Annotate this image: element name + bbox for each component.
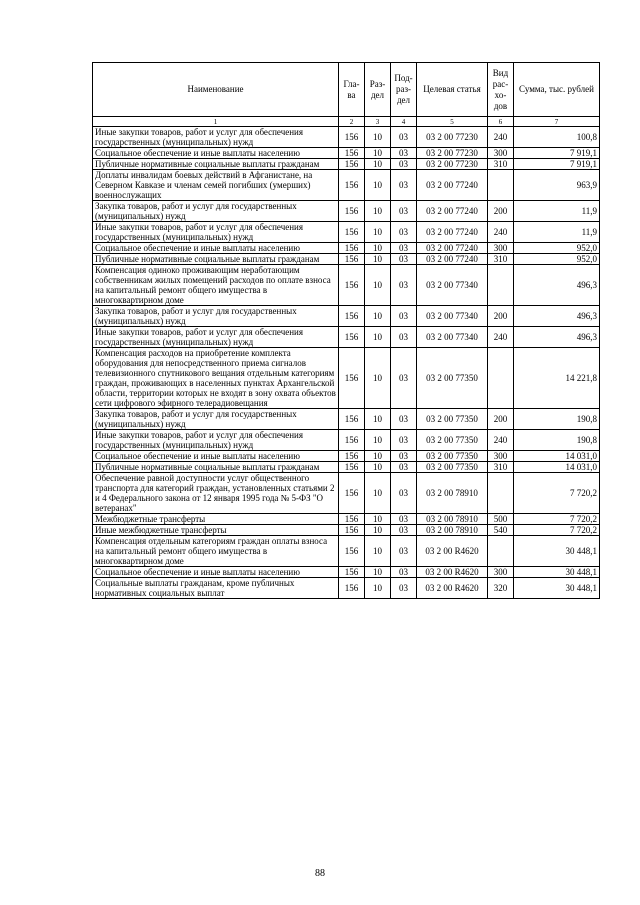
row-summa-cell: 14 031,0 — [514, 451, 600, 462]
row-glava-cell: 156 — [339, 473, 365, 514]
table-row — [93, 536, 600, 567]
row-glava-cell: 156 — [339, 243, 365, 254]
row-statya-cell: 03 2 00 77340 — [417, 306, 488, 327]
row-podrazdel-cell: 03 — [391, 430, 417, 451]
row-glava-cell: 156 — [339, 536, 365, 567]
row-name-cell: Закупка товаров, работ и услуг для государственных (муниципальных) нужд — [93, 306, 339, 327]
table-row — [93, 451, 600, 462]
row-name-cell: Обеспечение равной доступности услуг общественного транспорта для категорий граждан, установленных статьями 2 и 4 Федерального закона от 12 января 1995 года № 5-ФЗ "О ветеранах" — [93, 473, 339, 514]
table-row — [93, 243, 600, 254]
row-vid-cell — [488, 536, 514, 567]
row-name-cell: Компенсация расходов на приобретение комплекта оборудования для непосредственного приема сигналов телевизионного спутникового вещания отдельным категориям граждан, проживающих в населенных пунктах Архангельской области, территории которых не входят в зону охвата объектов сети цифрового эфирного телерадиовещания — [93, 348, 339, 409]
table-row — [93, 567, 600, 578]
row-razdel-cell: 10 — [365, 222, 391, 243]
row-glava-cell: 156 — [339, 265, 365, 306]
row-name-cell: Социальные выплаты гражданам, кроме публичных нормативных социальных выплат — [93, 578, 339, 599]
row-razdel-cell: 10 — [365, 409, 391, 430]
row-glava-cell: 156 — [339, 127, 365, 148]
row-statya-cell: 03 2 00 78910 — [417, 525, 488, 536]
row-statya-cell: 03 2 00 77240 — [417, 243, 488, 254]
row-podrazdel-cell: 03 — [391, 578, 417, 599]
table-row — [93, 430, 600, 451]
row-statya-cell: 03 2 00 77350 — [417, 462, 488, 473]
row-summa-cell: 952,0 — [514, 243, 600, 254]
row-name-cell: Социальное обеспечение и иные выплаты населению — [93, 567, 339, 578]
table-row — [93, 170, 600, 201]
column-number: 6 — [488, 117, 514, 127]
row-glava-cell: 156 — [339, 462, 365, 473]
row-glava-cell: 156 — [339, 578, 365, 599]
row-summa-cell: 11,9 — [514, 201, 600, 222]
row-podrazdel-cell: 03 — [391, 222, 417, 243]
row-razdel-cell: 10 — [365, 348, 391, 409]
row-statya-cell: 03 2 00 77350 — [417, 430, 488, 451]
row-razdel-cell: 10 — [365, 514, 391, 525]
column-number: 1 — [93, 117, 339, 127]
row-statya-cell: 03 2 00 77230 — [417, 148, 488, 159]
table-row — [93, 462, 600, 473]
row-name-cell: Публичные нормативные социальные выплаты гражданам — [93, 159, 339, 170]
row-glava-cell: 156 — [339, 409, 365, 430]
row-name-cell: Компенсация отдельным категориям граждан оплаты взноса на капитальный ремонт общего имущества в многоквартирном доме — [93, 536, 339, 567]
row-vid-cell: 200 — [488, 201, 514, 222]
row-razdel-cell: 10 — [365, 430, 391, 451]
row-statya-cell: 03 2 00 R4620 — [417, 578, 488, 599]
row-summa-cell: 11,9 — [514, 222, 600, 243]
row-podrazdel-cell: 03 — [391, 473, 417, 514]
row-podrazdel-cell: 03 — [391, 148, 417, 159]
table-row — [93, 514, 600, 525]
table-row — [93, 348, 600, 409]
header-glava: Гла-ва — [339, 63, 365, 117]
row-summa-cell: 7 720,2 — [514, 525, 600, 536]
table-row — [93, 306, 600, 327]
row-podrazdel-cell: 03 — [391, 327, 417, 348]
row-podrazdel-cell: 03 — [391, 201, 417, 222]
header-vid: Вид рас-хо-дов — [488, 63, 514, 117]
row-vid-cell: 240 — [488, 127, 514, 148]
row-vid-cell: 310 — [488, 159, 514, 170]
row-razdel-cell: 10 — [365, 451, 391, 462]
table-row — [93, 327, 600, 348]
row-podrazdel-cell: 03 — [391, 567, 417, 578]
table-row — [93, 409, 600, 430]
row-glava-cell: 156 — [339, 348, 365, 409]
row-podrazdel-cell: 03 — [391, 536, 417, 567]
row-glava-cell: 156 — [339, 451, 365, 462]
row-glava-cell: 156 — [339, 306, 365, 327]
row-podrazdel-cell: 03 — [391, 254, 417, 265]
row-name-cell: Иные закупки товаров, работ и услуг для обеспечения государственных (муниципальных) нужд — [93, 222, 339, 243]
row-razdel-cell: 10 — [365, 243, 391, 254]
row-summa-cell: 952,0 — [514, 254, 600, 265]
table-row — [93, 265, 600, 306]
header-podrazdel: Под-раз-дел — [391, 63, 417, 117]
row-glava-cell: 156 — [339, 148, 365, 159]
row-name-cell: Доплаты инвалидам боевых действий в Афганистане, на Северном Кавказе и членам семей погибших (умерших) военнослужащих — [93, 170, 339, 201]
row-statya-cell: 03 2 00 77340 — [417, 265, 488, 306]
row-name-cell: Иные закупки товаров, работ и услуг для обеспечения государственных (муниципальных) нужд — [93, 430, 339, 451]
row-vid-cell: 500 — [488, 514, 514, 525]
row-vid-cell: 300 — [488, 243, 514, 254]
row-summa-cell: 14 221,8 — [514, 348, 600, 409]
row-name-cell: Иные межбюджетные трансферты — [93, 525, 339, 536]
row-vid-cell: 240 — [488, 222, 514, 243]
row-razdel-cell: 10 — [365, 462, 391, 473]
row-glava-cell: 156 — [339, 201, 365, 222]
row-vid-cell: 200 — [488, 306, 514, 327]
row-podrazdel-cell: 03 — [391, 525, 417, 536]
page-number: 88 — [315, 868, 325, 879]
header-summa: Сумма, тыс. рублей — [514, 63, 600, 117]
row-name-cell: Социальное обеспечение и иные выплаты населению — [93, 243, 339, 254]
row-name-cell: Публичные нормативные социальные выплаты гражданам — [93, 462, 339, 473]
row-podrazdel-cell: 03 — [391, 127, 417, 148]
row-podrazdel-cell: 03 — [391, 170, 417, 201]
row-vid-cell — [488, 170, 514, 201]
row-statya-cell: 03 2 00 77230 — [417, 127, 488, 148]
row-statya-cell: 03 2 00 77240 — [417, 170, 488, 201]
row-razdel-cell: 10 — [365, 327, 391, 348]
row-summa-cell: 100,8 — [514, 127, 600, 148]
table-row — [93, 148, 600, 159]
row-glava-cell: 156 — [339, 170, 365, 201]
table-body — [93, 127, 600, 599]
table-row — [93, 254, 600, 265]
row-summa-cell: 7 720,2 — [514, 514, 600, 525]
row-podrazdel-cell: 03 — [391, 306, 417, 327]
row-statya-cell: 03 2 00 77350 — [417, 409, 488, 430]
row-summa-cell: 30 448,1 — [514, 536, 600, 567]
row-razdel-cell: 10 — [365, 265, 391, 306]
row-vid-cell: 300 — [488, 451, 514, 462]
row-name-cell: Компенсация одиноко проживающим неработающим собственникам жилых помещений расходов по оплате взноса на капитальный ремонт общего имущества в многоквартирном доме — [93, 265, 339, 306]
row-vid-cell: 310 — [488, 462, 514, 473]
row-statya-cell: 03 2 00 R4620 — [417, 567, 488, 578]
row-razdel-cell: 10 — [365, 254, 391, 265]
row-statya-cell: 03 2 00 77240 — [417, 222, 488, 243]
row-razdel-cell: 10 — [365, 201, 391, 222]
header-razdel: Раз-дел — [365, 63, 391, 117]
row-razdel-cell: 10 — [365, 525, 391, 536]
row-name-cell: Публичные нормативные социальные выплаты гражданам — [93, 254, 339, 265]
row-razdel-cell: 10 — [365, 306, 391, 327]
row-name-cell: Закупка товаров, работ и услуг для государственных (муниципальных) нужд — [93, 201, 339, 222]
row-statya-cell: 03 2 00 77240 — [417, 254, 488, 265]
row-podrazdel-cell: 03 — [391, 514, 417, 525]
row-summa-cell: 30 448,1 — [514, 578, 600, 599]
row-name-cell: Закупка товаров, работ и услуг для государственных (муниципальных) нужд — [93, 409, 339, 430]
row-razdel-cell: 10 — [365, 159, 391, 170]
table-row — [93, 127, 600, 148]
row-name-cell: Социальное обеспечение и иные выплаты населению — [93, 148, 339, 159]
row-glava-cell: 156 — [339, 222, 365, 243]
row-statya-cell: 03 2 00 78910 — [417, 473, 488, 514]
budget-table — [92, 62, 600, 599]
row-razdel-cell: 10 — [365, 567, 391, 578]
row-vid-cell: 310 — [488, 254, 514, 265]
row-razdel-cell: 10 — [365, 148, 391, 159]
row-summa-cell: 7 919,1 — [514, 159, 600, 170]
row-glava-cell: 156 — [339, 430, 365, 451]
row-glava-cell: 156 — [339, 159, 365, 170]
column-number: 7 — [514, 117, 600, 127]
row-podrazdel-cell: 03 — [391, 265, 417, 306]
header-statya: Целевая статья — [417, 63, 488, 117]
table-row — [93, 525, 600, 536]
row-vid-cell — [488, 265, 514, 306]
row-statya-cell: 03 2 00 78910 — [417, 514, 488, 525]
row-glava-cell: 156 — [339, 514, 365, 525]
row-statya-cell: 03 2 00 77240 — [417, 201, 488, 222]
row-podrazdel-cell: 03 — [391, 462, 417, 473]
row-summa-cell: 496,3 — [514, 265, 600, 306]
column-number: 5 — [417, 117, 488, 127]
row-podrazdel-cell: 03 — [391, 451, 417, 462]
row-razdel-cell: 10 — [365, 127, 391, 148]
row-name-cell: Межбюджетные трансферты — [93, 514, 339, 525]
table-row — [93, 222, 600, 243]
row-podrazdel-cell: 03 — [391, 243, 417, 254]
row-podrazdel-cell: 03 — [391, 159, 417, 170]
table-row — [93, 201, 600, 222]
row-summa-cell: 496,3 — [514, 327, 600, 348]
table-row — [93, 159, 600, 170]
row-summa-cell: 190,8 — [514, 409, 600, 430]
row-vid-cell — [488, 348, 514, 409]
row-summa-cell: 7 720,2 — [514, 473, 600, 514]
row-razdel-cell: 10 — [365, 170, 391, 201]
row-razdel-cell: 10 — [365, 578, 391, 599]
row-razdel-cell: 10 — [365, 536, 391, 567]
row-vid-cell: 320 — [488, 578, 514, 599]
row-statya-cell: 03 2 00 77230 — [417, 159, 488, 170]
table-row — [93, 578, 600, 599]
row-podrazdel-cell: 03 — [391, 409, 417, 430]
row-summa-cell: 14 031,0 — [514, 462, 600, 473]
row-summa-cell: 496,3 — [514, 306, 600, 327]
row-vid-cell: 240 — [488, 430, 514, 451]
row-podrazdel-cell: 03 — [391, 348, 417, 409]
row-name-cell: Иные закупки товаров, работ и услуг для обеспечения государственных (муниципальных) нужд — [93, 127, 339, 148]
row-vid-cell: 300 — [488, 148, 514, 159]
column-number: 4 — [391, 117, 417, 127]
row-name-cell: Иные закупки товаров, работ и услуг для обеспечения государственных (муниципальных) нужд — [93, 327, 339, 348]
row-statya-cell: 03 2 00 R4620 — [417, 536, 488, 567]
header-name: Наименование — [93, 63, 339, 117]
row-name-cell: Социальное обеспечение и иные выплаты населению — [93, 451, 339, 462]
row-vid-cell: 200 — [488, 409, 514, 430]
row-statya-cell: 03 2 00 77340 — [417, 327, 488, 348]
row-razdel-cell: 10 — [365, 473, 391, 514]
row-summa-cell: 190,8 — [514, 430, 600, 451]
row-glava-cell: 156 — [339, 327, 365, 348]
row-summa-cell: 7 919,1 — [514, 148, 600, 159]
table-row — [93, 473, 600, 514]
row-glava-cell: 156 — [339, 525, 365, 536]
column-number-row — [93, 117, 600, 127]
row-vid-cell: 240 — [488, 327, 514, 348]
column-number: 3 — [365, 117, 391, 127]
header-row — [93, 63, 600, 117]
row-summa-cell: 963,9 — [514, 170, 600, 201]
row-statya-cell: 03 2 00 77350 — [417, 348, 488, 409]
row-glava-cell: 156 — [339, 567, 365, 578]
column-number: 2 — [339, 117, 365, 127]
row-statya-cell: 03 2 00 77350 — [417, 451, 488, 462]
row-vid-cell — [488, 473, 514, 514]
row-summa-cell: 30 448,1 — [514, 567, 600, 578]
row-vid-cell: 300 — [488, 567, 514, 578]
row-vid-cell: 540 — [488, 525, 514, 536]
row-glava-cell: 156 — [339, 254, 365, 265]
